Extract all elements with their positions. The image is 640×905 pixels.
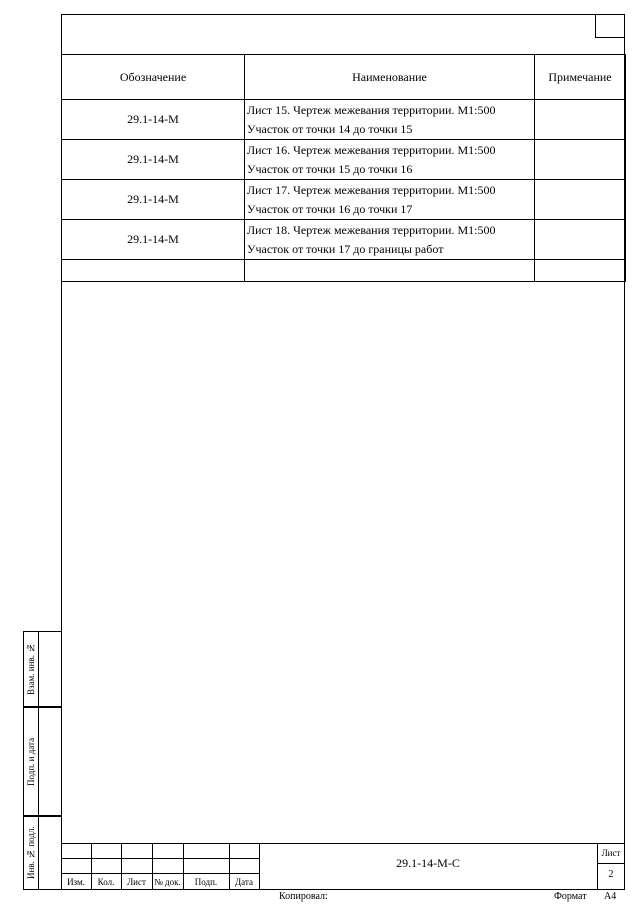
- row-name-line1: Лист 16. Чертеж межевания территории. М1:500: [247, 142, 496, 157]
- side-stamp-inv-replace: [23, 631, 61, 707]
- row-name-line2: Участок от точки 14 до точки 15: [247, 121, 413, 136]
- row-designation: 29.1-14-М: [62, 220, 245, 260]
- table-row: [62, 100, 626, 140]
- row-name-line2: Участок от точки 16 до точки 17: [247, 201, 413, 216]
- side-label-inv-replace: Взам. инв. №: [26, 642, 36, 696]
- specification-table: [61, 54, 626, 282]
- row-designation: 29.1-14-М: [62, 100, 245, 140]
- row-note: [535, 100, 626, 140]
- row-name-line2: Участок от точки 17 до границы работ: [247, 241, 444, 256]
- side-label-inv-original: Инв. № подл.: [26, 826, 36, 880]
- row-name-line1: Лист 18. Чертеж межевания территории. М1:500: [247, 222, 496, 237]
- row-note: [535, 220, 626, 260]
- col-label-qty: Кол.: [97, 877, 115, 887]
- table-row: [62, 140, 626, 180]
- side-stamp-inv-original: [23, 816, 61, 890]
- title-block: [61, 843, 625, 890]
- col-label-signature: Подп.: [194, 877, 218, 887]
- col-label-sheet: Лист: [127, 877, 146, 887]
- row-name-line2: Участок от точки 15 до точки 16: [247, 161, 413, 176]
- row-designation: 29.1-14-М: [62, 140, 245, 180]
- header-designation: Обозначение: [62, 55, 245, 100]
- row-name: [245, 100, 535, 140]
- row-name-line1: Лист 17. Чертеж межевания территории. М1:500: [247, 182, 496, 197]
- row-name: [245, 220, 535, 260]
- col-label-change: Изм.: [67, 877, 85, 887]
- row-name-line1: Лист 15. Чертеж межевания территории. М1:500: [247, 102, 496, 117]
- corner-stamp-box: [595, 14, 625, 38]
- col-label-date: Дата: [235, 877, 253, 887]
- sheet-number: 2: [608, 869, 614, 880]
- row-name: [245, 140, 535, 180]
- format-label: Формат: [554, 891, 587, 902]
- table-header-row: [62, 55, 626, 100]
- format-value: А4: [604, 891, 617, 902]
- header-name: Наименование: [245, 55, 535, 100]
- table-row: [62, 180, 626, 220]
- table-row-empty: [62, 260, 626, 282]
- row-note: [535, 180, 626, 220]
- row-designation: 29.1-14-М: [62, 180, 245, 220]
- copied-label: Копировал:: [279, 891, 328, 902]
- side-stamp-sign-date: [23, 707, 61, 816]
- row-name: [245, 180, 535, 220]
- row-note: [535, 140, 626, 180]
- header-note: Примечание: [535, 55, 626, 100]
- sheet-label: Лист: [601, 848, 621, 858]
- table-row: [62, 220, 626, 260]
- document-code: 29.1-14-М-С: [396, 856, 460, 870]
- col-label-doc-no: № док.: [154, 877, 181, 887]
- side-label-sign-date: Подп. и дата: [26, 737, 36, 786]
